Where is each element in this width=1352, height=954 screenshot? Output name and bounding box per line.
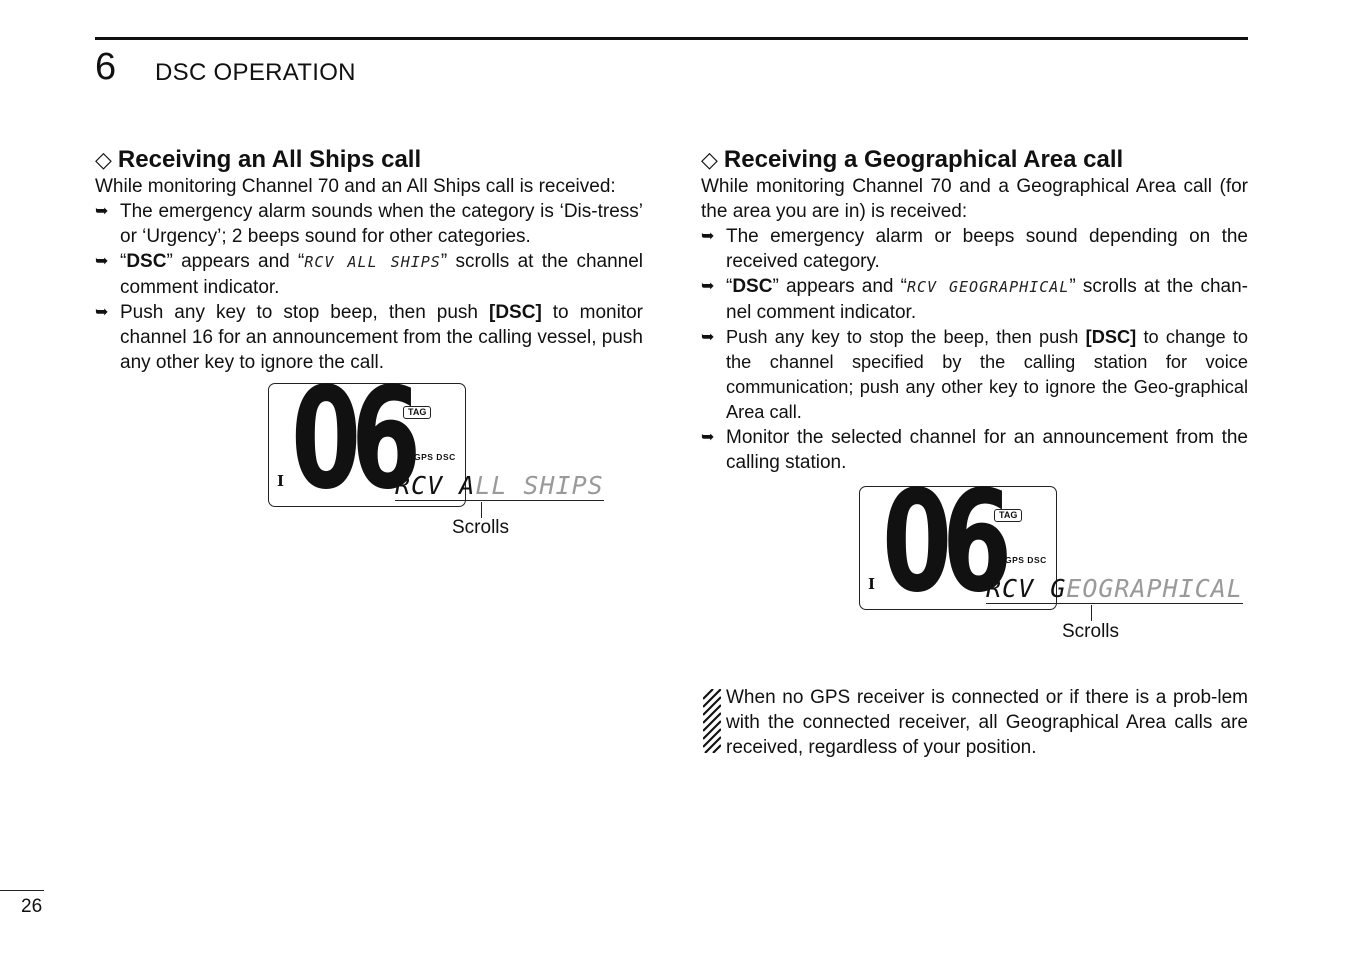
section-heading	[95, 146, 643, 174]
lcd-text-inline: RCV GEOGRAPHICAL	[906, 278, 1070, 296]
tag-indicator: TAG	[994, 509, 1022, 522]
dsc-key-label: [DSC]	[489, 302, 542, 323]
section-title: Receiving a Geographical Area call	[723, 146, 1124, 173]
page-number: 26	[21, 896, 43, 917]
list-item: ➥ Monitor the selected channel for an announcement from the calling station.	[701, 427, 1248, 473]
intro-text: While monitoring Channel 70 and a Geographical Area call (for the area you are in) is received:	[701, 176, 1248, 222]
chapter-title: DSC OPERATION	[155, 59, 356, 86]
tag-indicator: TAG	[403, 406, 431, 419]
channel-number: 06	[291, 358, 412, 521]
gps-dsc-indicator: GPS DSC	[414, 452, 456, 462]
dsc-label: DSC	[732, 276, 773, 297]
intro-text: While monitoring Channel 70 and an All Ships call is received:	[95, 176, 616, 197]
diamond-icon: ◇	[701, 147, 718, 172]
callout-line	[481, 502, 482, 518]
section-heading	[701, 146, 1248, 174]
list-item: ➥ Push any key to stop beep, then push [DSC] to monitor channel 16 for an announcement from the calling vessel, push any other key to ignore the call.	[95, 302, 643, 373]
scrolls-label: Scrolls	[452, 517, 510, 538]
section-title: Receiving an All Ships call	[117, 146, 422, 173]
section-all-ships	[95, 146, 643, 550]
arrow-bullet-icon: ➥	[95, 203, 109, 220]
list-item: ➥ The emergency alarm sounds when the category is ‘Dis-tress’ or ‘Urgency’; 2 beeps sound for other categories.	[95, 201, 643, 247]
channel-comment: RCV GEOGRAPHICAL	[986, 574, 1243, 603]
callout-line	[1091, 605, 1092, 621]
lcd-text-inline: RCV ALL SHIPS	[304, 253, 441, 271]
lcd-figure	[701, 461, 1248, 685]
lcd-figure	[95, 358, 643, 550]
header-rule	[95, 37, 1248, 40]
note-hatch-icon	[703, 689, 721, 753]
arrow-bullet-icon: ➥	[95, 304, 109, 321]
arrow-bullet-icon: ➥	[701, 228, 715, 245]
scrolls-label: Scrolls	[1062, 621, 1120, 642]
gps-dsc-indicator: GPS DSC	[1005, 555, 1047, 565]
list-item: ➥ Push any key to stop the beep, then push [DSC] to change to the channel specified by the calling station for voice communication; push any other key to ignore the Geo-graphical Area call.	[701, 327, 1248, 422]
arrow-bullet-icon: ➥	[701, 278, 715, 295]
channel-number: 06	[882, 461, 1003, 624]
channel-indicator: I	[868, 575, 876, 593]
list-item: ➥ “DSC” appears and “RCV GEOGRAPHICAL” scrolls at the chan-nel comment indicator.	[701, 276, 1248, 323]
gps-note	[701, 685, 1248, 760]
list-item: ➥ “DSC” appears and “RCV ALL SHIPS” scrolls at the channel comment indicator.	[95, 251, 644, 298]
dsc-key-label: [DSC]	[1085, 327, 1137, 347]
arrow-bullet-icon: ➥	[701, 329, 715, 346]
channel-comment: RCV ALL SHIPS	[395, 471, 604, 500]
dsc-label: DSC	[126, 251, 167, 272]
channel-indicator: I	[277, 472, 285, 490]
note-text: When no GPS receiver is connected or if there is a prob-lem with the connected receiver, all Geographical Area calls are received, regardless of your position.	[726, 687, 1248, 758]
arrow-bullet-icon: ➥	[701, 429, 715, 446]
arrow-bullet-icon: ➥	[95, 253, 109, 270]
section-geographical	[701, 146, 1248, 760]
list-item: ➥ The emergency alarm or beeps sound depending on the received category.	[701, 226, 1248, 272]
diamond-icon: ◇	[95, 147, 112, 172]
footer-rule	[0, 890, 44, 891]
chapter-number: 6	[95, 46, 117, 88]
